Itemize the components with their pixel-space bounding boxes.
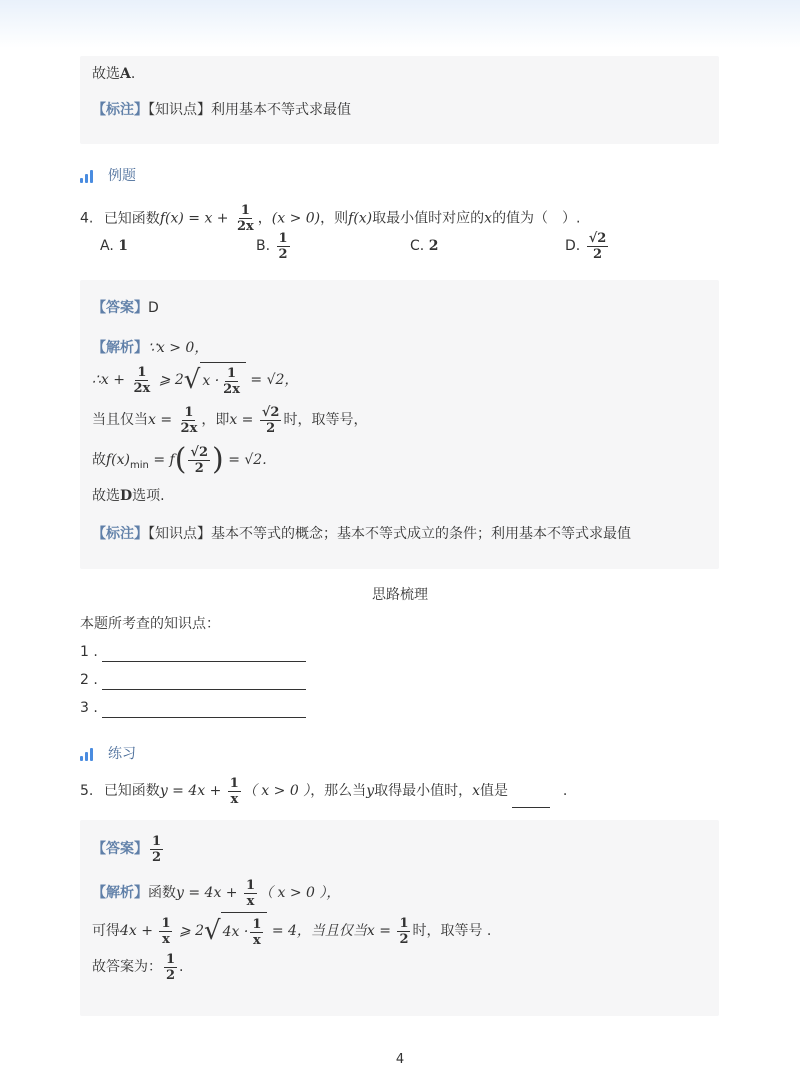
example-section-title: 例题 <box>80 166 136 186</box>
note-text: 【知识点】利用基本不等式求最值 <box>148 102 351 118</box>
bar-chart-icon <box>80 747 98 761</box>
q4-analysis-line4: 故$f(x)_{min} = f$( $\frac{√2}{2}$ ) = √2. <box>92 442 267 477</box>
q5-answer-line: 【答案】 $\frac{1}{2}$ <box>92 833 162 865</box>
thinking-title: 思路梳理 <box>372 587 428 603</box>
answer-blank[interactable] <box>102 703 306 718</box>
q4-fraction: $\frac{1}{2x}$ <box>236 203 254 234</box>
q5-analysis-line3: 故答案为： $\frac{1}{2}$ . <box>92 951 184 983</box>
thinking-intro: 本题所考查的知识点： <box>80 616 220 632</box>
page-number: 4 <box>395 1052 405 1067</box>
q5-analysis-line2: 可得4x + $\frac{1}{x}$ ⩾ 2 √ 4x · $\frac{1}{x}$ = 4，当且仅当x = $\frac{1}{2}$ 时，取等号 . <box>92 912 491 950</box>
q4-answer-line: 【答案】D <box>92 300 159 316</box>
note-line <box>92 100 351 120</box>
note-tag: 【标注】 <box>92 102 148 118</box>
q4-note-line: 【标注】【知识点】基本不等式的概念；基本不等式成立的条件；利用基本不等式求最值 <box>92 526 631 542</box>
thinking-item-1[interactable]: 1 . <box>80 642 306 662</box>
option-d[interactable]: D. $\frac{√2}{2}$ <box>565 230 607 262</box>
answer-blank[interactable] <box>102 647 306 662</box>
q5-answer-box <box>80 820 719 1016</box>
top-solution-box <box>80 56 719 144</box>
thinking-item-3[interactable]: 3 . <box>80 698 306 718</box>
q4-analysis-line1: 【解析】∵x > 0， <box>92 340 209 356</box>
q5-analysis-line1: 【解析】函数y = 4x + $\frac{1}{x}$ （ x > 0 ）， <box>92 877 341 909</box>
answer-blank[interactable] <box>102 675 306 690</box>
conclusion-line: 故选A. <box>92 66 136 82</box>
page-header-band <box>0 0 800 48</box>
practice-section-title: 练习 <box>80 744 136 764</box>
q4-analysis-line2: ∴x + $\frac{1}{2x}$ ⩾ 2 √ x · $\frac{1}{2x}$ = √2， <box>92 362 298 398</box>
q4-analysis-line5: 故选D选项. <box>92 488 165 504</box>
answer-blank[interactable] <box>512 795 550 808</box>
bar-chart-icon <box>80 169 98 183</box>
thinking-item-2[interactable]: 2 . <box>80 670 306 690</box>
question-4: 4. 已知函数f(x) = x + $\frac{1}{2x}$ ，(x > 0)，则f(x)取最小值时对应的x的值为（ ）. <box>80 203 581 234</box>
question-5: 5. 已知函数y = 4x + $\frac{1}{x}$ （ x > 0 ），那么当y取得最小值时，x值是 . <box>80 775 568 807</box>
q4-answer-box <box>80 280 719 569</box>
option-c[interactable]: C. 2 <box>410 238 439 254</box>
option-a[interactable]: A. 1 <box>100 238 128 254</box>
q4-analysis-line3: 当且仅当x = $\frac{1}{2x}$ ，即x = $\frac{√2}{2}$ 时，取等号， <box>92 404 368 436</box>
option-b[interactable]: B. $\frac{1}{2}$ <box>256 230 288 262</box>
